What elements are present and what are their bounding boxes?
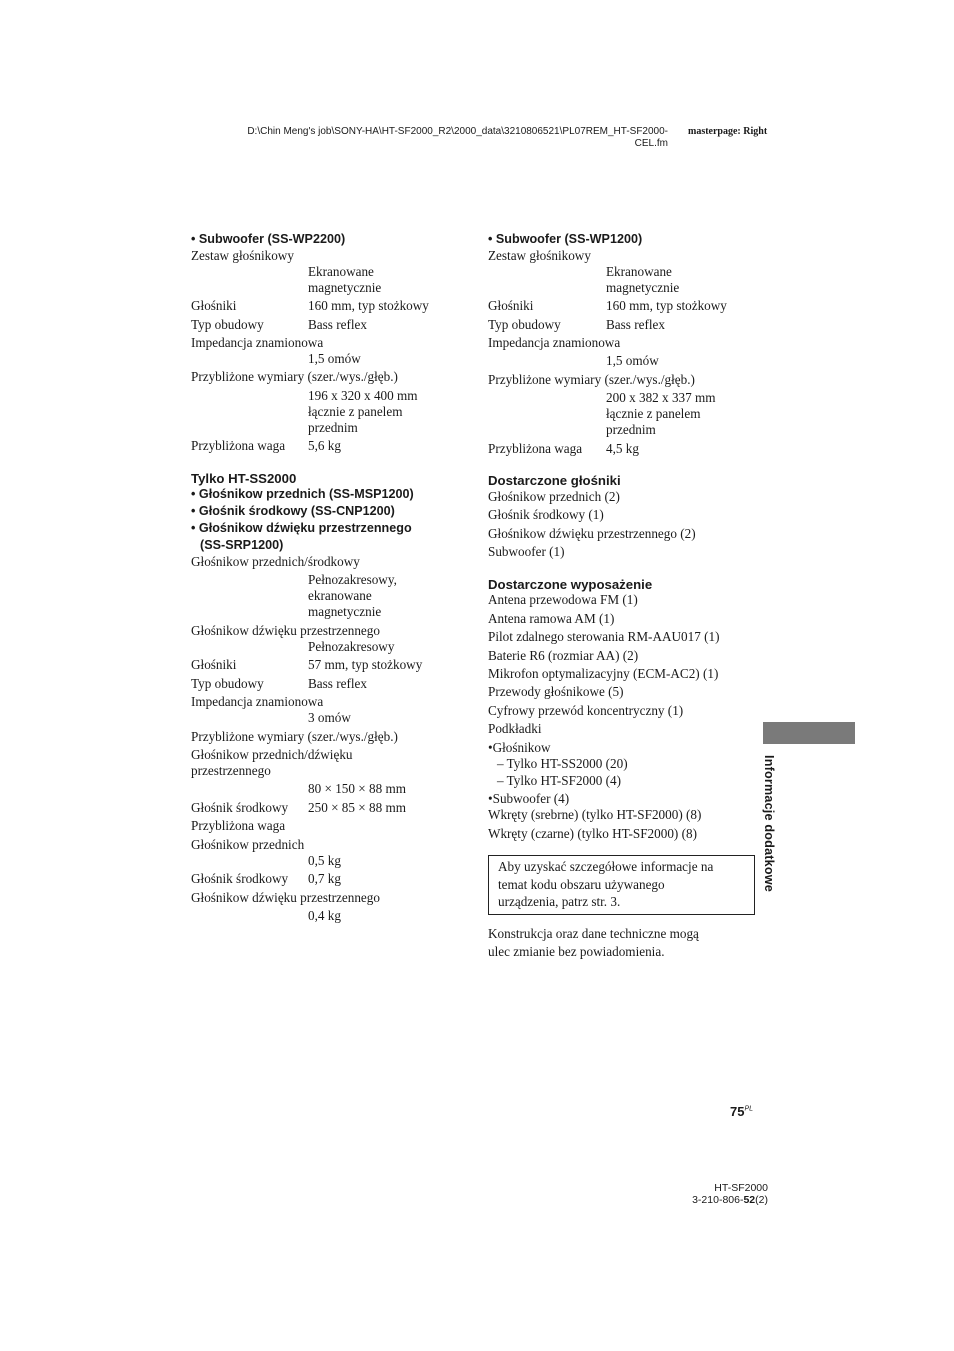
disclaimer-line: ulec zmianie bez powiadomienia. <box>488 944 665 959</box>
spec-label: Głośnikow dźwięku przestrzennego <box>191 890 380 905</box>
file-path-line-1: D:\Chin Meng's job\SONY-HA\HT-SF2000_R2\2000_data\3210806521\PL07REM_HT-SF2000- <box>247 126 668 137</box>
section-tab-marker <box>763 722 855 744</box>
file-path-header <box>193 126 668 150</box>
spec-value: 160 mm, typ stożkowy <box>308 298 429 313</box>
spec-label: Zestaw głośnikowy <box>191 248 294 263</box>
bullet-heading: • Głośnikow dźwięku przestrzennego <box>191 521 412 535</box>
spec-value: przednim <box>606 422 656 437</box>
spec-value: Bass reflex <box>308 676 367 691</box>
footer-code-bold: 52 <box>743 1194 756 1206</box>
list-item: •Subwoofer (4) <box>488 791 570 806</box>
list-item: Mikrofon optymalizacyjny (ECM-AC2) (1) <box>488 666 719 681</box>
page-number-value: 75 <box>730 1104 745 1119</box>
spec-value: Ekranowane <box>606 264 672 279</box>
footer-code-suffix: (2) <box>755 1194 768 1206</box>
spec-value: łącznie z panelem <box>606 406 701 421</box>
note-line: urządzenia, patrz str. 3. <box>498 894 621 909</box>
spec-label: Głośniki <box>191 657 237 672</box>
note-line: Aby uzyskać szczegółowe informacje na <box>498 859 714 874</box>
page-number <box>730 1104 753 1119</box>
dostarczone-glosniki-heading: Dostarczone głośniki <box>488 473 621 488</box>
subwoofer-ss-wp1200-heading: • Subwoofer (SS-WP1200) <box>488 232 643 246</box>
list-item: Antena przewodowa FM (1) <box>488 592 638 607</box>
spec-label: Głośniki <box>191 298 237 313</box>
spec-value: Pełnozakresowy <box>308 639 395 654</box>
spec-value: 3 omów <box>308 710 351 725</box>
list-item: Wkręty (czarne) (tylko HT-SF2000) (8) <box>488 826 697 841</box>
spec-value: 0,5 kg <box>308 853 341 868</box>
spec-value: magnetycznie <box>308 280 382 295</box>
spec-label: Zestaw głośnikowy <box>488 248 591 263</box>
spec-value: 0,7 kg <box>308 871 341 886</box>
list-item: Subwoofer (1) <box>488 544 565 559</box>
spec-value: 196 x 320 x 400 mm <box>308 388 418 403</box>
spec-value: Bass reflex <box>606 317 665 332</box>
list-item: Baterie R6 (rozmiar AA) (2) <box>488 648 639 663</box>
spec-value: magnetycznie <box>308 604 382 619</box>
list-item: •Głośnikow <box>488 740 551 755</box>
list-item: Przewody głośnikowe (5) <box>488 684 624 699</box>
spec-label: Typ obudowy <box>191 676 264 691</box>
spec-label: Impedancja znamionowa <box>488 335 621 350</box>
spec-value: 0,4 kg <box>308 908 341 923</box>
spec-value: 1,5 omów <box>308 351 361 366</box>
spec-value: 160 mm, typ stożkowy <box>606 298 727 313</box>
spec-value: magnetycznie <box>606 280 680 295</box>
list-item: – Tylko HT-SF2000 (4) <box>497 773 622 788</box>
list-item: Głośnik środkowy (1) <box>488 507 604 522</box>
disclaimer-line: Konstrukcja oraz dane techniczne mogą <box>488 926 699 941</box>
spec-label: Przybliżone wymiary (szer./wys./głęb.) <box>191 369 398 384</box>
spec-label: Przybliżona waga <box>191 818 286 833</box>
bullet-heading: • Głośnikow przednich (SS-MSP1200) <box>191 487 414 501</box>
list-item: Wkręty (srebrne) (tylko HT-SF2000) (8) <box>488 807 702 822</box>
footer-code <box>640 1194 768 1206</box>
spec-label: przestrzennego <box>191 763 271 778</box>
list-item: Podkładki <box>488 721 542 736</box>
spec-value: ekranowane <box>308 588 372 603</box>
spec-label: Przybliżona waga <box>191 438 286 453</box>
spec-label: Głośnik środkowy <box>191 800 289 815</box>
spec-value: 250 × 85 × 88 mm <box>308 800 407 815</box>
dostarczone-wyposazenie-heading: Dostarczone wyposażenie <box>488 577 653 592</box>
page-number-suffix: PL <box>744 1105 754 1113</box>
spec-value: łącznie z panelem <box>308 404 403 419</box>
spec-label: Głośnikow przednich/dźwięku <box>191 747 353 762</box>
bullet-heading: (SS-SRP1200) <box>200 538 284 552</box>
masterpage-label: masterpage: Right <box>688 126 768 137</box>
spec-value: przednim <box>308 420 358 435</box>
tylko-ht-ss2000-heading: Tylko HT-SS2000 <box>191 471 297 486</box>
spec-value: 200 x 382 x 337 mm <box>606 390 716 405</box>
spec-label: Przybliżone wymiary (szer./wys./głęb.) <box>488 372 695 387</box>
spec-value: 1,5 omów <box>606 353 659 368</box>
spec-value: 4,5 kg <box>606 441 639 456</box>
spec-label: Głośnikow przednich/środkowy <box>191 554 360 569</box>
spec-label: Typ obudowy <box>488 317 561 332</box>
spec-value: 57 mm, typ stożkowy <box>308 657 423 672</box>
spec-label: Przybliżone wymiary (szer./wys./głęb.) <box>191 729 398 744</box>
section-side-label-text: Informacje dodatkowe <box>762 755 776 892</box>
list-item: Pilot zdalnego sterowania RM-AAU017 (1) <box>488 629 720 644</box>
footer-code-prefix: 3-210-806- <box>692 1194 744 1206</box>
spec-value: Bass reflex <box>308 317 367 332</box>
bullet-heading: • Głośnik środkowy (SS-CNP1200) <box>191 504 395 518</box>
spec-label: Głośniki <box>488 298 534 313</box>
note-line: temat kodu obszaru używanego <box>498 877 665 892</box>
list-item: – Tylko HT-SS2000 (20) <box>497 756 628 771</box>
subwoofer-ss-wp2200-heading: • Subwoofer (SS-WP2200) <box>191 232 346 246</box>
spec-label: Głośnik środkowy <box>191 871 289 886</box>
list-item: Głośnikow dźwięku przestrzennego (2) <box>488 526 696 541</box>
spec-value: 5,6 kg <box>308 438 341 453</box>
file-path-line-2: CEL.fm <box>634 138 668 149</box>
spec-label: Przybliżona waga <box>488 441 583 456</box>
spec-label: Głośnikow przednich <box>191 837 305 852</box>
spec-value: 80 × 150 × 88 mm <box>308 781 407 796</box>
section-side-label <box>760 755 796 915</box>
footer-model: HT-SF2000 <box>714 1182 768 1194</box>
spec-value: Pełnozakresowy, <box>308 572 397 587</box>
spec-label: Impedancja znamionowa <box>191 694 324 709</box>
spec-label: Głośnikow dźwięku przestrzennego <box>191 623 380 638</box>
spec-label: Impedancja znamionowa <box>191 335 324 350</box>
list-item: Głośnikow przednich (2) <box>488 489 620 504</box>
list-item: Antena ramowa AM (1) <box>488 611 615 626</box>
spec-label: Typ obudowy <box>191 317 264 332</box>
document-footer <box>640 1182 768 1206</box>
spec-value: Ekranowane <box>308 264 374 279</box>
list-item: Cyfrowy przewód koncentryczny (1) <box>488 703 684 718</box>
